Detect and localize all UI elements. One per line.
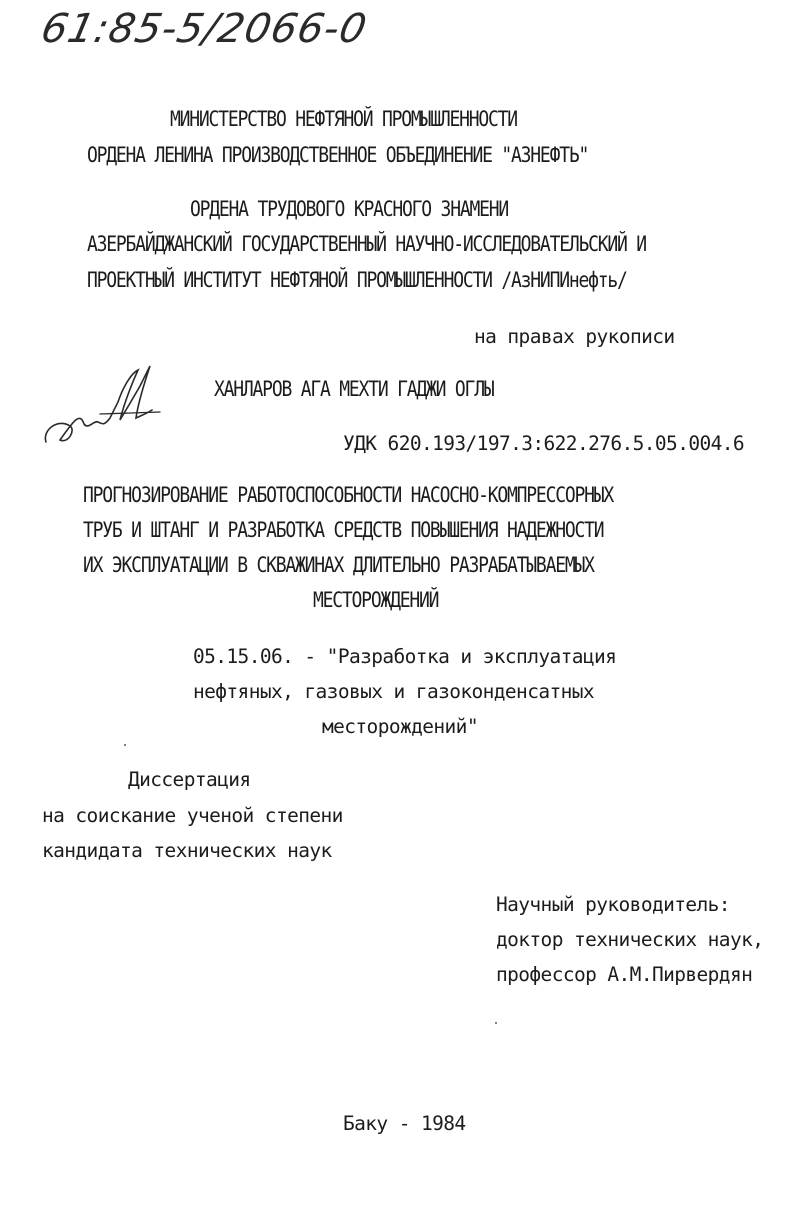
thesis-title-line-4: МЕСТОРОЖДЕНИЙ — [313, 588, 439, 613]
supervisor-degree: доктор технических наук, — [496, 928, 764, 951]
udc-code: УДК 620.193/197.3:622.276.5.05.004.6 — [343, 432, 745, 455]
degree-line-1: на соискание ученой степени — [42, 804, 343, 827]
ministry-title: МИНИСТЕРСТВО НЕФТЯНОЙ ПРОМЫШЛЕННОСТИ — [170, 107, 517, 132]
scan-speck — [124, 744, 126, 746]
thesis-title-line-2: ТРУБ И ШТАНГ И РАЗРАБОТКА СРЕДСТВ ПОВЫШЕНИЯ НАДЕЖНОСТИ — [83, 518, 604, 543]
manuscript-rights-note: на правах рукописи — [474, 325, 675, 348]
specialty-line-2: нефтяных, газовых и газоконденсатных — [193, 680, 595, 703]
institute-line-1: ОРДЕНА ТРУДОВОГО КРАСНОГО ЗНАМЕНИ — [190, 197, 509, 222]
handwritten-archive-number: 61:85-5/2066-0 — [37, 6, 372, 52]
institute-line-2: АЗЕРБАЙДЖАНСКИЙ ГОСУДАРСТВЕННЫЙ НАУЧНО-ИССЛЕДОВАТЕЛЬСКИЙ И — [87, 232, 646, 257]
author-signature — [40, 360, 170, 460]
institute-line-3: ПРОЕКТНЫЙ ИНСТИТУТ НЕФТЯНОЙ ПРОМЫШЛЕННОСТИ /АзНИПИнефть/ — [87, 268, 627, 293]
author-name: ХАНЛАРОВ АГА МЕХТИ ГАДЖИ ОГЛЫ — [214, 377, 494, 402]
supervisor-label: Научный руководитель: — [496, 893, 730, 916]
degree-line-2: кандидата технических наук — [42, 839, 332, 862]
specialty-line-3: месторождений" — [322, 715, 478, 738]
association-title: ОРДЕНА ЛЕНИНА ПРОИЗВОДСТВЕННОЕ ОБЪЕДИНЕНИЕ "АЗНЕФТЬ" — [87, 143, 589, 168]
thesis-title-line-1: ПРОГНОЗИРОВАНИЕ РАБОТОСПОСОБНОСТИ НАСОСНО-КОМПРЕССОРНЫХ — [83, 483, 614, 508]
place-and-year: Баку - 1984 — [343, 1112, 466, 1135]
supervisor-name: профессор А.М.Пирвердян — [496, 963, 753, 986]
dissertation-label: Диссертация — [128, 768, 251, 791]
scan-speck — [495, 1022, 497, 1024]
thesis-title-line-3: ИХ ЭКСПЛУАТАЦИИ В СКВАЖИНАХ ДЛИТЕЛЬНО РАЗРАБАТЫВАЕМЫХ — [83, 553, 594, 578]
specialty-line-1: 05.15.06. - "Разработка и эксплуатация — [193, 645, 617, 668]
